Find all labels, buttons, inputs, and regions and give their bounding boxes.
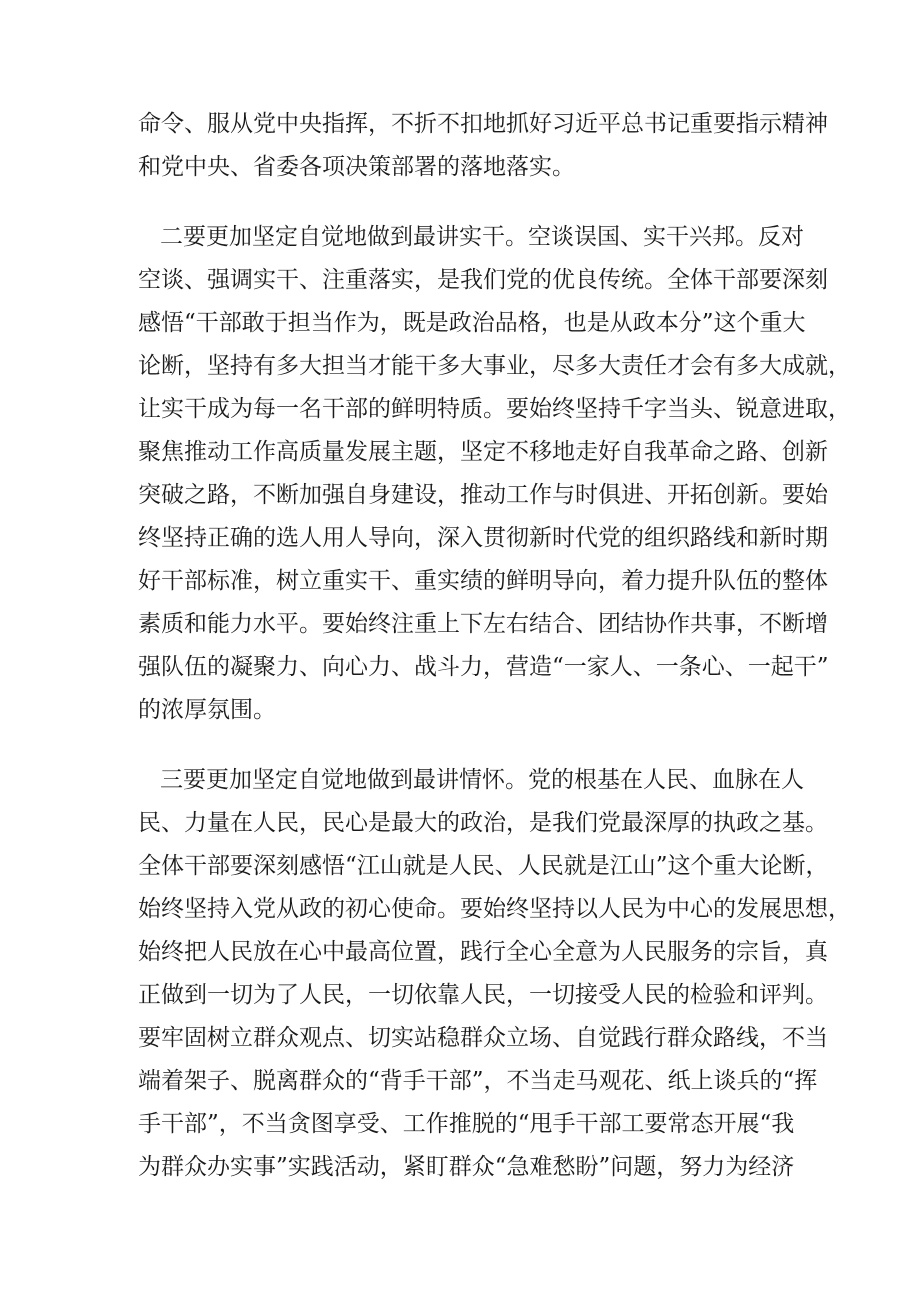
text-line: 始终把人民放在心中最高位置，践行全心全意为人民服务的宗旨，真 (138, 939, 828, 965)
text-line: 的浓厚氛围。 (138, 697, 276, 723)
text-line: 为群众办实事”实践活动，紧盯群众“急难愁盼”问题，努力为经济 (138, 1154, 795, 1180)
paragraph-spacer (138, 732, 788, 759)
text-line: 论断，坚持有多大担当才能干多大事业，尽多大责任才会有多大成就， (138, 353, 851, 379)
text-line: 聚焦推动工作高质量发展主题，坚定不移地走好自我革命之路、创新 (138, 439, 828, 465)
text-line: 始终坚持入党从政的初心使命。要始终坚持以人民为中心的发展思想， (138, 896, 851, 922)
text-line: 民、力量在人民，民心是最大的政治，是我们党最深厚的执政之基。 (138, 810, 828, 836)
text-line: 三要更加坚定自觉地做到最讲情怀。党的根基在人民、血脉在人 (160, 767, 804, 793)
text-line: 要牢固树立群众观点、切实站稳群众立场、自觉践行群众路线，不当 (138, 1025, 828, 1051)
text-line: 突破之路，不断加强自身建设，推动工作与时俱进、开拓创新。要始 (138, 482, 828, 508)
paragraph-3 (138, 759, 851, 1189)
paragraph-spacer (138, 189, 788, 216)
text-line: 正做到一切为了人民，一切依靠人民，一切接受人民的检验和评判。 (138, 982, 828, 1008)
text-line: 全体干部要深刻感悟“江山就是人民、人民就是江山”这个重大论断， (138, 853, 829, 879)
text-line: 二要更加坚定自觉地做到最讲实干。空谈误国、实干兴邦。反对 (160, 224, 804, 250)
text-line: 让实干成为每一名干部的鲜明特质。要始终坚持千字当头、锐意进取， (138, 396, 851, 422)
paragraph-2 (138, 216, 851, 732)
text-line: 终坚持正确的选人用人导向，深入贯彻新时代党的组织路线和新时期 (138, 525, 828, 551)
text-line: 感悟“干部敢于担当作为，既是政治品格，也是从政本分”这个重大 (138, 310, 806, 336)
text-line: 强队伍的凝聚力、向心力、战斗力，营造“一家人、一条心、一起干” (138, 654, 829, 680)
text-line: 素质和能力水平。要始终注重上下左右结合、团结协作共事，不断增 (138, 611, 828, 637)
text-line: 好干部标准，树立重实干、重实绩的鲜明导向，着力提升队伍的整体 (138, 568, 828, 594)
text-line: 空谈、强调实干、注重落实，是我们党的优良传统。全体干部要深刻 (138, 267, 828, 293)
text-line: 端着架子、脱离群众的“背手干部”，不当走马观花、纸上谈兵的“挥 (138, 1068, 818, 1094)
text-line: 和党中央、省委各项决策部署的落地落实。 (138, 154, 575, 180)
paragraph-1 (138, 103, 828, 189)
document-body (138, 103, 851, 1189)
text-line: 手干部”，不当贪图享受、工作推脱的“甩手干部工要常态开展“我 (138, 1111, 795, 1137)
text-line: 命令、服从党中央指挥，不折不扣地抓好习近平总书记重要指示精神 (138, 111, 828, 137)
